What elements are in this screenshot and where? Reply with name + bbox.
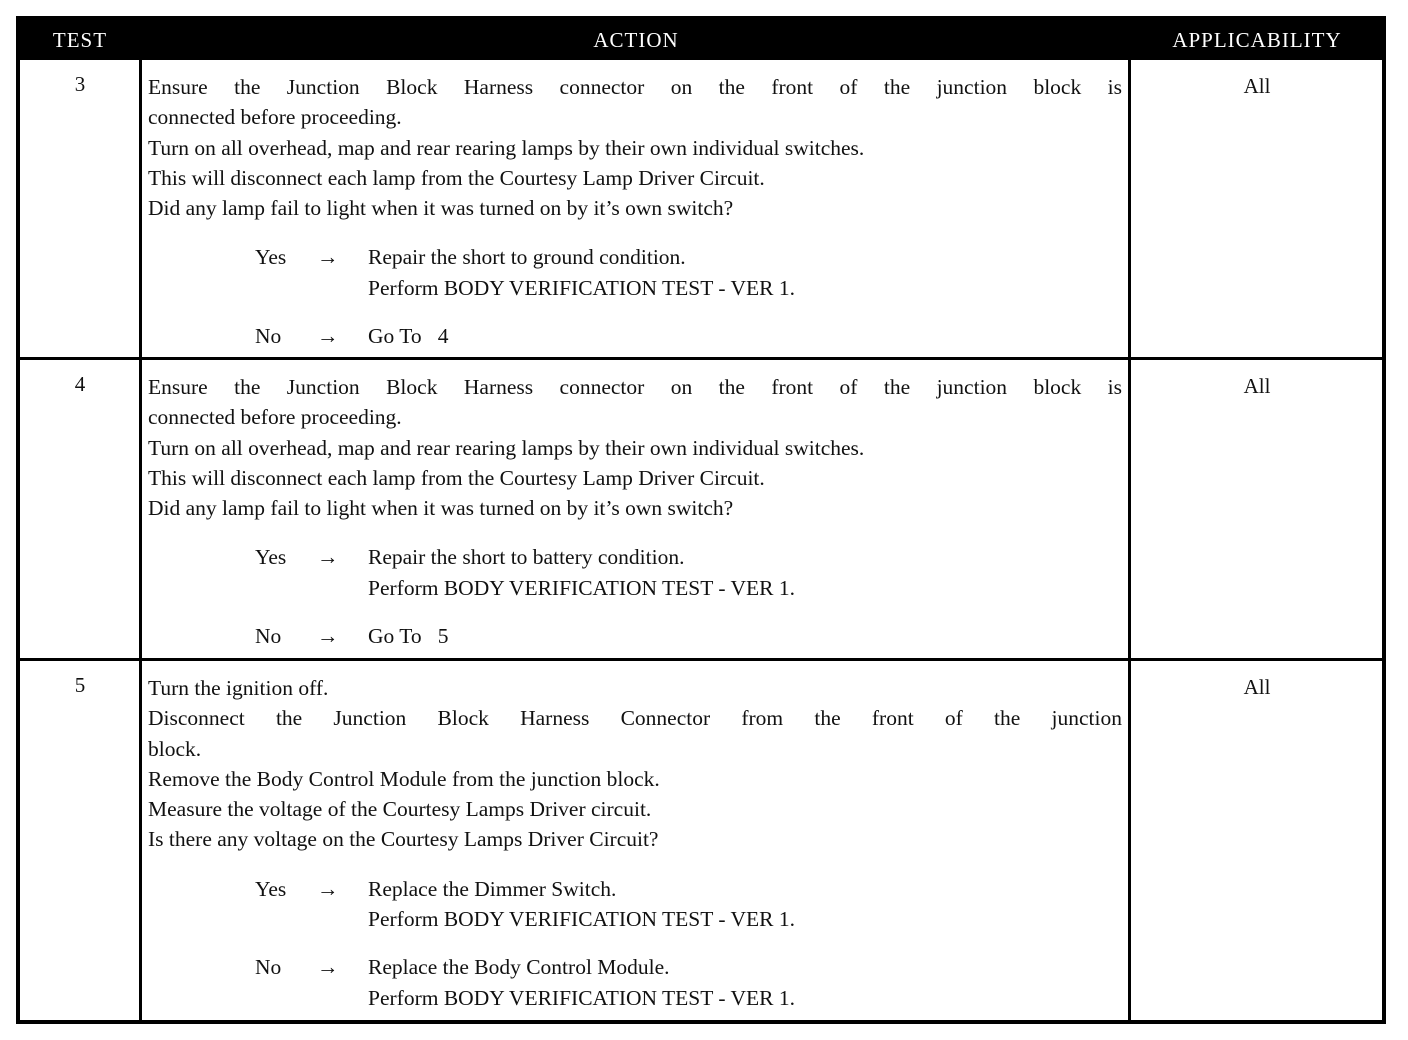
arrow-right-icon: → xyxy=(317,876,339,901)
action-line: Did any lamp fail to light when it was turned on by it’s own switch? xyxy=(148,496,734,521)
action-line: Turn on all overhead, map and rear rearing lamps by their own individual switches. xyxy=(148,135,865,160)
arrow-right-icon: → xyxy=(317,545,339,570)
action-line: Ensure the Junction Block Harness connector on the front of the junction block is xyxy=(148,375,1122,399)
action-line: Did any lamp fail to light when it was turned on by it’s own switch? xyxy=(148,196,734,221)
outcome-result xyxy=(368,952,1122,1013)
result-line: Perform BODY VERIFICATION TEST - VER 1. xyxy=(368,985,796,1010)
action-line: Measure the voltage of the Courtesy Lamps Driver circuit. xyxy=(148,797,652,822)
outcome-result xyxy=(368,242,1122,303)
outcome-yes xyxy=(148,242,1122,303)
answer-label: No xyxy=(255,955,282,980)
outcome-yes xyxy=(148,874,1122,935)
result-line: Repair the short to battery condition. xyxy=(368,545,685,570)
applicability-value: All xyxy=(1243,374,1271,398)
answer-label: No xyxy=(255,324,282,349)
action-line: Remove the Body Control Module from the junction block. xyxy=(148,766,660,791)
outcome-result xyxy=(368,874,1122,935)
outcome-yes xyxy=(148,542,1122,603)
applicability-value: All xyxy=(1243,74,1271,98)
result-line: Perform BODY VERIFICATION TEST - VER 1. xyxy=(368,575,796,600)
arrow-right-icon: → xyxy=(317,624,339,649)
result-line: Perform BODY VERIFICATION TEST - VER 1. xyxy=(368,275,796,300)
action-line: Disconnect the Junction Block Harness Connector from the front of the junction xyxy=(148,706,1122,731)
action-cell xyxy=(148,673,1122,1031)
answer-label: Yes xyxy=(255,545,287,570)
outcomes xyxy=(148,542,1122,651)
table-row xyxy=(20,661,1382,1024)
result-line: Go To 5 xyxy=(368,624,449,649)
outcome-result xyxy=(368,621,1122,651)
result-line: Go To 4 xyxy=(368,324,449,349)
header-action: ACTION xyxy=(593,28,679,52)
outcome-result xyxy=(368,542,1122,603)
action-line: connected before proceeding. xyxy=(148,105,402,130)
action-line: Turn the ignition off. xyxy=(148,676,329,700)
result-line: Perform BODY VERIFICATION TEST - VER 1. xyxy=(368,907,796,932)
action-cell xyxy=(148,372,1122,669)
arrow-right-icon: → xyxy=(317,955,339,980)
answer-label: Yes xyxy=(255,245,287,270)
result-line: Replace the Dimmer Switch. xyxy=(368,876,617,901)
action-line: connected before proceeding. xyxy=(148,405,402,430)
table-header xyxy=(20,20,1382,60)
action-line: This will disconnect each lamp from the Courtesy Lamp Driver Circuit. xyxy=(148,465,765,490)
test-number: 5 xyxy=(74,673,86,697)
outcomes xyxy=(148,242,1122,351)
answer-label: Yes xyxy=(255,876,287,901)
applicability-value: All xyxy=(1243,675,1271,699)
result-line: Repair the short to ground condition. xyxy=(368,245,686,270)
diagnostic-table xyxy=(16,16,1386,1024)
table-row xyxy=(20,60,1382,357)
outcome-result xyxy=(368,321,1122,351)
action-line: Ensure the Junction Block Harness connector on the front of the junction block is xyxy=(148,75,1122,99)
action-line: Turn on all overhead, map and rear rearing lamps by their own individual switches. xyxy=(148,435,865,460)
result-line: Replace the Body Control Module. xyxy=(368,955,670,980)
arrow-right-icon: → xyxy=(317,324,339,349)
outcome-no xyxy=(148,621,1122,651)
action-line: This will disconnect each lamp from the Courtesy Lamp Driver Circuit. xyxy=(148,165,765,190)
header-applicability: APPLICABILITY xyxy=(1172,28,1342,52)
test-number: 4 xyxy=(74,372,86,396)
outcomes xyxy=(148,874,1122,1013)
test-number: 3 xyxy=(74,72,86,96)
header-test: TEST xyxy=(52,28,108,52)
action-line: Is there any voltage on the Courtesy Lamps Driver Circuit? xyxy=(148,827,659,852)
outcome-no xyxy=(148,321,1122,351)
action-line: block. xyxy=(148,736,202,761)
table-row xyxy=(20,360,1382,658)
answer-label: No xyxy=(255,624,282,649)
arrow-right-icon: → xyxy=(317,245,339,270)
outcome-no xyxy=(148,952,1122,1013)
action-cell xyxy=(148,72,1122,369)
